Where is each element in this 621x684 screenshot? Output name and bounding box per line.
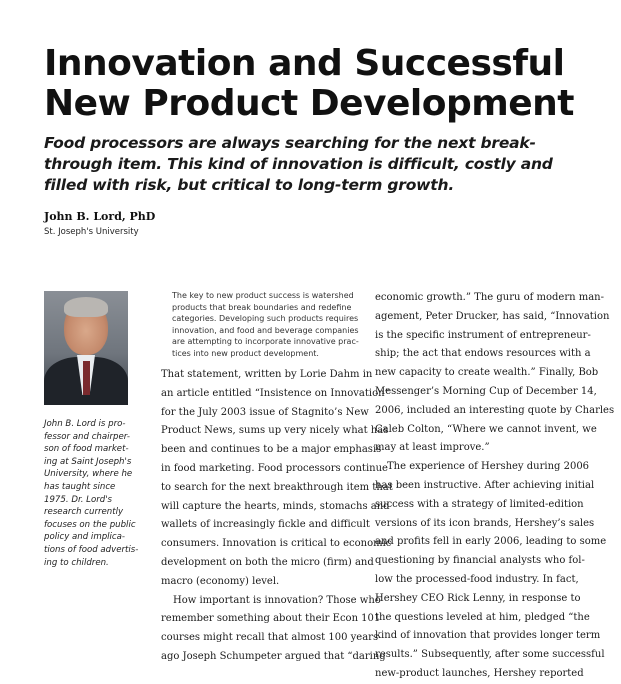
body-line: for the July 2003 issue of Stagnito’s New — [161, 406, 369, 418]
title-line: New Product Development — [44, 83, 574, 124]
body-line: consumers. Innovation is critical to economic — [161, 538, 392, 550]
body-line: development on both the micro (firm) and — [161, 556, 374, 568]
body-line: new-product launches, Hershey reported — [375, 667, 584, 679]
body-line: kind of innovation that provides longer term — [375, 630, 601, 642]
photo-tie — [83, 361, 90, 395]
body-line: Product News, sums up very nicely what has — [161, 425, 389, 437]
body-line: How important is innovation? Those who — [173, 594, 381, 606]
body-line: in food marketing. Food processors continue — [161, 462, 388, 474]
subtitle-line: filled with risk, but critical to long-term growth. — [44, 176, 455, 194]
body-line: Caleb Colton, “Where we cannot invent, we — [375, 423, 597, 435]
pullquote-line: are attempting to incorporate innovative prac- — [172, 337, 359, 346]
body-line: courses might recall that almost 100 years — [161, 632, 379, 644]
body-line: 2006, included an interesting quote by Charles — [375, 404, 615, 416]
body-line: That statement, written by Lorie Dahm in — [161, 369, 373, 380]
caption-line: tions of food advertis- — [44, 544, 139, 555]
body-line: will capture the hearts, minds, stomachs and — [161, 500, 390, 512]
caption-line: ing at Saint Joseph's — [44, 456, 132, 467]
caption-line: University, where he — [44, 469, 133, 480]
caption-line: research currently — [44, 507, 124, 518]
subtitle-line: through item. This kind of innovation is difficult, costly and — [44, 155, 553, 173]
caption-line: ing to children. — [44, 557, 109, 568]
author-affiliation: St. Joseph's University — [44, 227, 139, 237]
author-photo — [44, 291, 128, 405]
body-line: been and continues to be a major emphasis — [161, 444, 382, 456]
body-line: economic growth.” The guru of modern man- — [375, 292, 604, 303]
caption-line: John B. Lord is pro- — [44, 419, 126, 429]
author-name: John B. Lord, PhD — [44, 210, 156, 223]
body-line: questioning by financial analysts who fol- — [375, 555, 585, 567]
body-line: The experience of Hershey during 2006 — [387, 461, 590, 473]
body-line: success with a strategy of limited-edition — [375, 498, 584, 510]
body-line: Messenger’s Morning Cup of December 14, — [375, 385, 597, 397]
caption-line: son of food market- — [44, 444, 129, 455]
pullquote-line: tices into new product development. — [172, 348, 319, 358]
body-line: the questions leveled at him, pledged “the — [375, 611, 590, 623]
pull-quote — [172, 290, 358, 359]
caption-line: 1975. Dr. Lord's — [44, 494, 113, 505]
body-line: versions of its icon brands, Hershey’s sales — [375, 517, 595, 529]
body-line: Hershey CEO Rick Lenny, in response to — [375, 592, 581, 604]
body-column-2 — [375, 289, 614, 684]
title-line: Innovation and Successful — [44, 43, 565, 84]
caption-line: focuses on the public — [44, 519, 136, 530]
article-title — [44, 44, 604, 124]
caption-line: has taught since — [44, 481, 116, 492]
body-line: results.” Subsequently, after some successful — [375, 649, 605, 661]
caption-line: fessor and chairper- — [44, 431, 130, 442]
body-line: wallets of increasingly fickle and difficult — [161, 519, 370, 531]
body-line: remember something about their Econ 101 — [161, 613, 381, 625]
pullquote-line: products that break boundaries and redefine — [172, 302, 352, 312]
body-line: low the processed-food industry. In fact, — [375, 573, 579, 585]
body-line: new capacity to create wealth.” Finally, Bob — [375, 367, 599, 379]
pullquote-line: categories. Developing such products requires — [172, 314, 359, 323]
body-line: macro (economy) level. — [161, 575, 280, 587]
body-line: has been instructive. After achieving initial — [375, 479, 595, 491]
pullquote-line: innovation, and food and beverage companies — [172, 325, 359, 335]
body-line: may at least improve.” — [375, 442, 490, 454]
body-line: an article entitled “Insistence on Innovation” — [161, 387, 390, 399]
pullquote-line: The key to new product success is watershed — [172, 291, 354, 300]
article-subtitle — [44, 133, 604, 196]
caption-line: policy and implica- — [44, 532, 126, 543]
body-line: to search for the next breakthrough item that — [161, 481, 393, 493]
photo-hair — [64, 297, 108, 317]
body-line: and profits fell in early 2006, leading to some — [375, 536, 607, 548]
body-line: ship; the act that endows resources with a — [375, 348, 591, 360]
body-column-1 — [161, 366, 393, 667]
body-line: agement, Peter Drucker, has said, “Innovation — [375, 310, 610, 322]
author-bio-caption — [44, 418, 144, 569]
body-line: ago Joseph Schumpeter argued that “daring — [161, 650, 386, 662]
subtitle-line: Food processors are always searching for the next break- — [44, 134, 536, 152]
body-line: is the specific instrument of entrepreneur- — [375, 329, 591, 341]
